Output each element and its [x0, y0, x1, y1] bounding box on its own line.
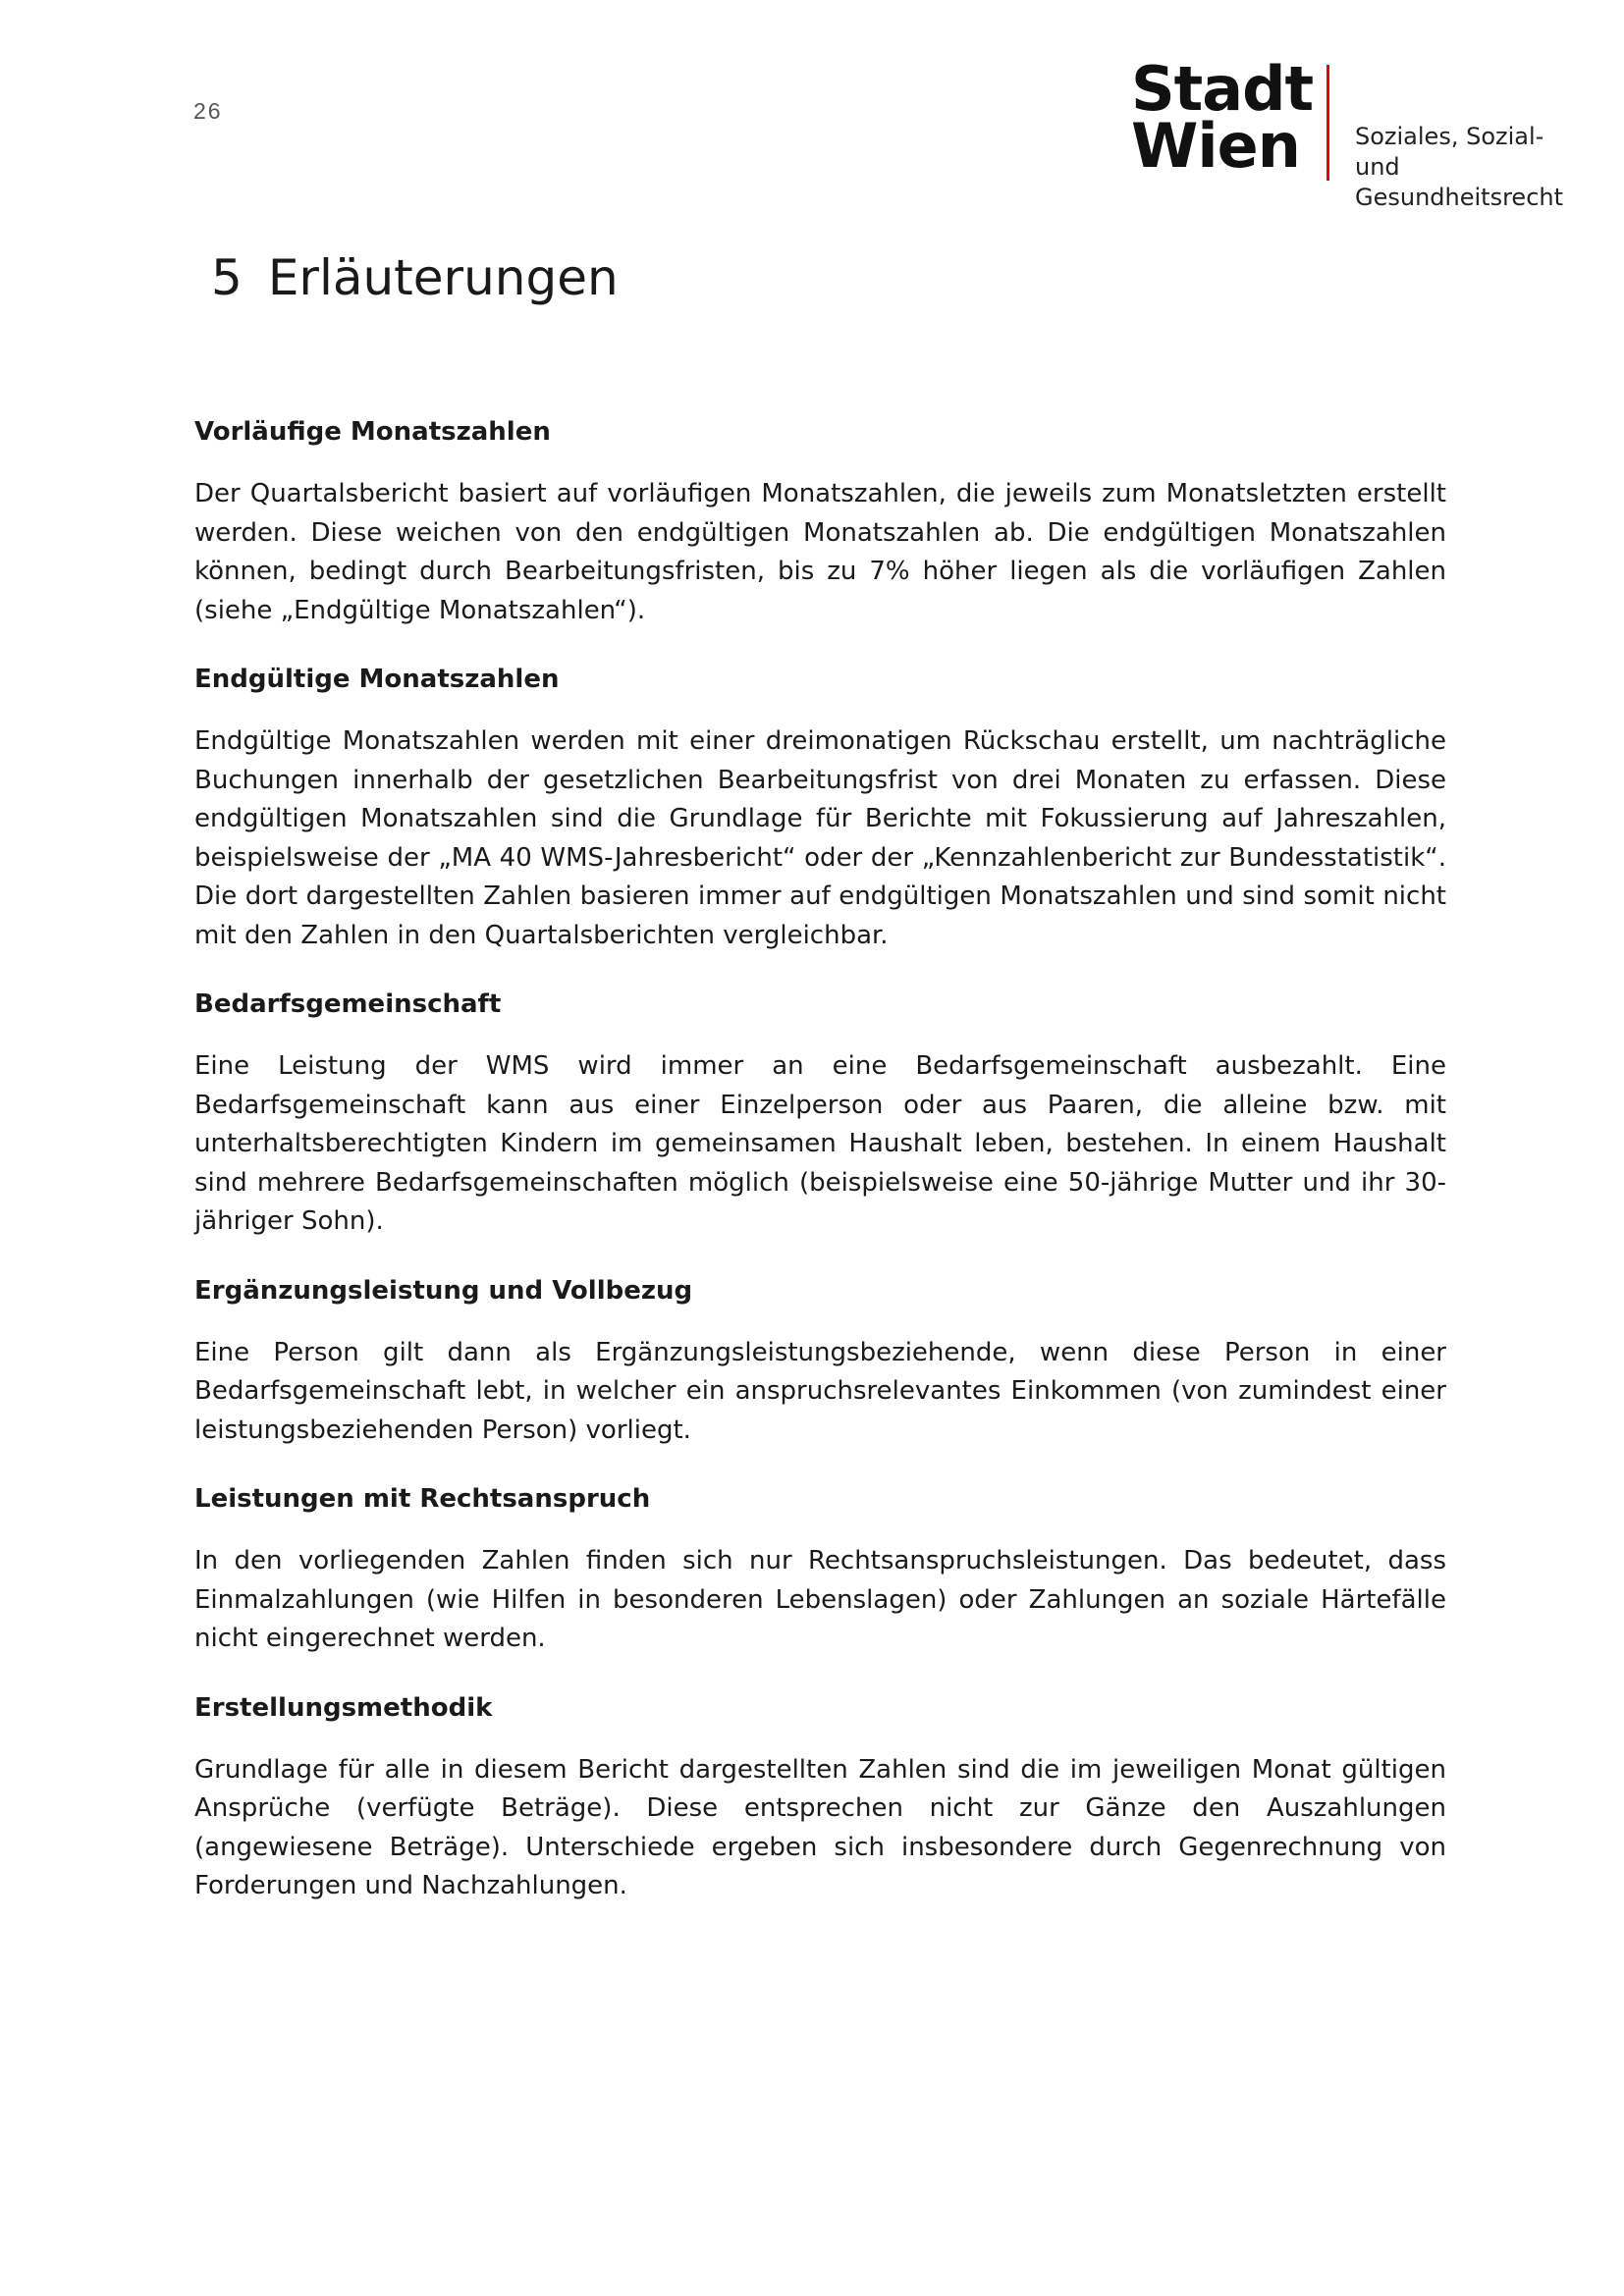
section-endgueltige-monatszahlen	[194, 660, 1446, 955]
section-paragraph: Eine Leistung der WMS wird immer an eine Bedarfsgemeinschaft ausbezahlt. Eine Bedarfsgemeinschaft kann aus einer Einzelperson oder aus Paaren, die alleine bzw. mit unterhaltsberechtigten Kindern im gemeinsamen Haushalt leben, bestehen. In einem Haushalt sind mehrere Bedarfsgemeinschaften möglich (beispielsweise eine 50-jährige Mutter und ihr 30-jähriger Sohn).	[194, 1051, 1446, 1236]
logo-line-stadt: Stadt	[1131, 53, 1314, 125]
section-paragraph: Eine Person gilt dann als Ergänzungsleistungsbeziehende, wenn diese Person in einer Bedarfsgemeinschaft lebt, in welcher ein anspruchsrelevantes Einkommen (von zumindest einer leistungsbeziehenden Person) vorliegt.	[194, 1337, 1446, 1445]
section-heading: Erstellungsmethodik	[194, 1692, 493, 1723]
logo-wordmark	[1131, 53, 1314, 182]
logo-divider	[1326, 65, 1329, 181]
document-body	[194, 412, 1446, 1936]
section-bedarfsgemeinschaft	[194, 985, 1446, 1242]
section-heading: Vorläufige Monatszahlen	[194, 417, 551, 447]
chapter-title-text: Erläuterungen	[267, 249, 619, 306]
section-heading: Endgültige Monatszahlen	[194, 665, 560, 694]
logo-department-line2: Gesundheitsrecht	[1355, 184, 1564, 211]
chapter-number: 5	[211, 249, 243, 306]
logo-department	[1355, 122, 1593, 213]
section-paragraph: In den vorliegenden Zahlen finden sich nur Rechtsanspruchsleistungen. Das bedeutet, dass Einmalzahlungen (wie Hilfen in besonderen Lebenslagen) oder Zahlungen an soziale Härtefälle nicht eingerechnet werden.	[194, 1546, 1446, 1653]
section-paragraph: Der Quartalsbericht basiert auf vorläufigen Monatszahlen, die jeweils zum Monatsletzten erstellt werden. Diese weichen von den endgültigen Monatszahlen ab. Die endgültigen Monatszahlen können, bedingt durch Bearbeitungsfristen, bis zu 7% höher liegen als die vorläufigen Zahlen (siehe „Endgültige Monatszahlen“).	[194, 479, 1446, 625]
section-heading: Bedarfsgemeinschaft	[194, 989, 502, 1019]
section-erstellungsmethodik	[194, 1688, 1446, 1906]
section-rechtsanspruch	[194, 1479, 1446, 1659]
section-heading: Leistungen mit Rechtsanspruch	[194, 1484, 651, 1514]
section-vorlaeufige-monatszahlen	[194, 412, 1446, 630]
page-number: 26	[193, 98, 223, 124]
section-paragraph: Endgültige Monatszahlen werden mit einer dreimonatigen Rückschau erstellt, um nachträgliche Buchungen innerhalb der gesetzlichen Bearbeitungsfrist von drei Monaten zu erfassen. Diese endgültigen Monatszahlen sind die Grundlage für Berichte mit Fokussierung auf Jahreszahlen, beispielsweise der „MA 40 WMS-Jahresbericht“ oder der „Kennzahlenbericht zur Bundesstatistik“. Die dort dargestellten Zahlen basieren immer auf endgültigen Monatszahlen und sind somit nicht mit den Zahlen in den Quartalsberichten vergleichbar.	[194, 726, 1446, 950]
section-heading: Ergänzungsleistung und Vollbezug	[194, 1275, 693, 1306]
section-ergaenzungsleistung	[194, 1271, 1446, 1451]
stadt-wien-logo	[1131, 53, 1593, 211]
section-paragraph: Grundlage für alle in diesem Bericht dargestellten Zahlen sind die im jeweiligen Monat gültigen Ansprüche (verfügte Beträge). Diese entsprechen nicht zur Gänze den Auszahlungen (angewiesene Beträge). Unterschiede ergeben sich insbesondere durch Gegenrechnung von Forderungen und Nachzahlungen.	[194, 1754, 1446, 1900]
chapter-title	[211, 245, 619, 310]
logo-line-wien: Wien	[1131, 110, 1300, 182]
logo-department-line1: Soziales, Sozial- und	[1355, 123, 1544, 181]
